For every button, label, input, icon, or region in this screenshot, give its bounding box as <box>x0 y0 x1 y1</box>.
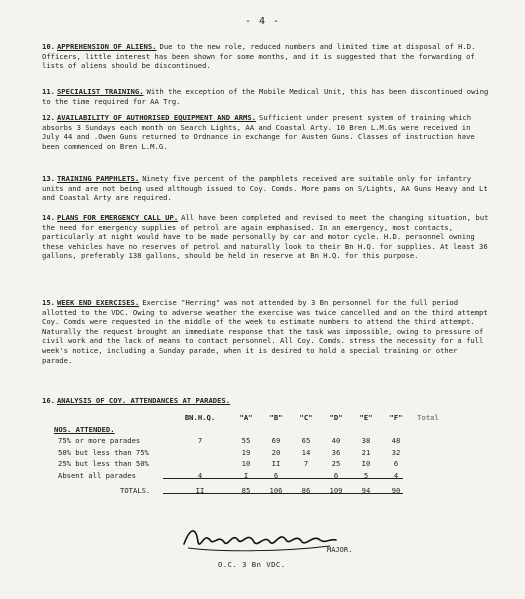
cell: 6 <box>333 470 339 480</box>
column-header: "C" <box>299 413 313 422</box>
cell: 38 <box>361 436 371 445</box>
paragraph-number: 14. <box>42 213 55 222</box>
table-row <box>58 436 498 448</box>
handwritten-signature <box>180 522 340 556</box>
column-header: "B" <box>269 413 283 422</box>
table-rule <box>163 478 403 479</box>
cell: 7 <box>197 436 203 445</box>
page-number: - 4 - <box>244 16 281 27</box>
cell: I <box>243 470 249 480</box>
paragraph-12 <box>42 113 490 151</box>
paragraph-number: 16. <box>42 396 55 405</box>
cell: 21 <box>361 447 371 457</box>
paragraph-number: 10. <box>42 42 55 51</box>
cell: II <box>271 459 281 468</box>
cell: 85 <box>241 486 251 495</box>
paragraph-13 <box>42 174 490 203</box>
cell: 106 <box>269 486 283 495</box>
column-header: "D" <box>329 413 343 422</box>
column-header: BN.H.Q. <box>184 413 216 422</box>
paragraph-number: 15. <box>42 298 55 307</box>
table-row <box>58 448 498 460</box>
row-label: 75% or more parades <box>58 436 141 445</box>
paragraph-number: 12. <box>42 113 55 122</box>
cell: 5 <box>363 470 369 480</box>
cell: 14 <box>301 447 311 457</box>
column-header: "F" <box>389 413 403 422</box>
cell: 19 <box>241 447 251 457</box>
paragraph-16 <box>42 396 490 406</box>
signatory-rank: MAJOR. <box>327 546 353 554</box>
table-subheading: NOS. ATTENDED. <box>54 424 115 434</box>
cell: 48 <box>391 436 401 445</box>
table-rule <box>163 493 403 494</box>
column-header: "E" <box>359 413 373 422</box>
table-row <box>58 459 498 471</box>
paragraph-heading: TRAINING PAMPHLETS. <box>56 174 140 183</box>
paragraph-heading: ANALYSIS OF COY. ATTENDANCES AT PARADES. <box>56 396 231 405</box>
paragraph-heading: AVAILABILITY OF AUTHORISED EQUIPMENT AND ARMS. <box>56 113 257 122</box>
cell: 69 <box>271 436 281 445</box>
cell: 7 <box>303 459 309 468</box>
column-header: "A" <box>239 413 253 422</box>
cell: 6 <box>393 459 399 468</box>
paragraph-number: 11. <box>42 87 55 96</box>
paragraph-heading: PLANS FOR EMERGENCY CALL UP. <box>56 213 179 222</box>
row-label: 50% but less than 75% <box>58 447 149 457</box>
cell: 4 <box>393 470 399 480</box>
cell: 6 <box>273 470 279 480</box>
attendance-table <box>54 413 498 498</box>
paragraph-heading: WEEK END EXERCISES. <box>56 298 140 307</box>
paragraph-text: With the exception of the Mobile Medical Unit, this has been discontinued owing to the time required for AA Trg. <box>42 87 489 106</box>
cell: 40 <box>331 436 341 445</box>
paragraph-10 <box>42 42 490 71</box>
paragraph-heading: APPREHENSION OF ALIENS. <box>56 42 157 51</box>
paragraph-text: Sufficient under present system of training which absorbs 3 Sundays each month on Search Lights, AA and Coastal Arty. 10 Bren L.M.Gs were received in July 44 and .Owen Guns returned to Ordnance in exchange for Austen Guns. Classes of instruction have been commenced on Bren L.M.G. <box>42 113 475 151</box>
cell: 20 <box>271 447 281 457</box>
totals-label: TOTALS. <box>120 486 151 495</box>
paragraph-text: Due to the new role, reduced numbers and limited time at disposal of H.D. Officers, little interest has been shown for some months, and it is suggested that the forwarding of lists of aliens should be discontinued. <box>42 42 476 71</box>
table-subheading-row <box>54 424 498 437</box>
paragraph-text: Exercise "Herring" was not attended by 3 Bn personnel for the full period allotted to the VDC. Owing to adverse weather the exercise was twice cancelled and on the third attempt Coy. Comds were requested in the middle of the week to estimate numbers to attend the third attempt. Naturally the request brought an immediate response that the task was impossible, owing to pressure of civil work and the lack of means to contact personnel. All Coy. Comds. stress the necessity for a full week's notice, including a Sunday parade, when it is desired to hold a special training or other parade. <box>42 298 488 365</box>
cell: 10 <box>241 459 251 468</box>
cell: II <box>195 486 205 495</box>
paragraph-15 <box>42 298 490 365</box>
paragraph-14 <box>42 213 490 261</box>
column-header: Total <box>417 413 439 422</box>
cell: 90 <box>391 486 401 495</box>
cell: 86 <box>301 486 311 495</box>
table-row <box>58 471 498 483</box>
cell: 94 <box>361 486 371 495</box>
cell: 36 <box>331 447 341 457</box>
paragraph-heading: SPECIALIST TRAINING. <box>56 87 144 96</box>
paragraph-11 <box>42 87 490 106</box>
cell: I0 <box>361 459 371 468</box>
row-label: Absent all parades <box>58 470 136 480</box>
cell: 65 <box>301 436 311 445</box>
paragraph-text: All have been completed and revised to meet the changing situation, but the need for emergency supplies of petrol are again emphasised. In an emergency, most contacts, particularly at night would have to be made personally by car and motor cycle. H.D. personnel owning these vehicles have no reserves of petrol and naturally look to their Bn H.Q. for supplies. At least 36 gallons, preferably 138 gallons, should be held in reserve at Bn H.Q. for this purpose. <box>42 213 489 261</box>
cell: 32 <box>391 447 401 457</box>
table-totals-row <box>58 486 498 498</box>
signatory-designation: O.C. 3 Bn VDC. <box>218 560 286 569</box>
row-label: 25% but less than 50% <box>58 459 149 468</box>
paragraph-number: 13. <box>42 174 55 183</box>
cell: 4 <box>197 470 203 480</box>
paragraph-text: Ninety five percent of the pamphlets received are suitable only for infantry units and are not being used although issued to Coy. Comds. More pams on S/Lights, AA Guns Heavy and Lt and Coastal Arty are required. <box>42 174 488 203</box>
table-header-row <box>58 413 498 425</box>
cell: 109 <box>329 486 343 495</box>
cell: 25 <box>331 459 341 468</box>
cell: 55 <box>241 436 251 445</box>
